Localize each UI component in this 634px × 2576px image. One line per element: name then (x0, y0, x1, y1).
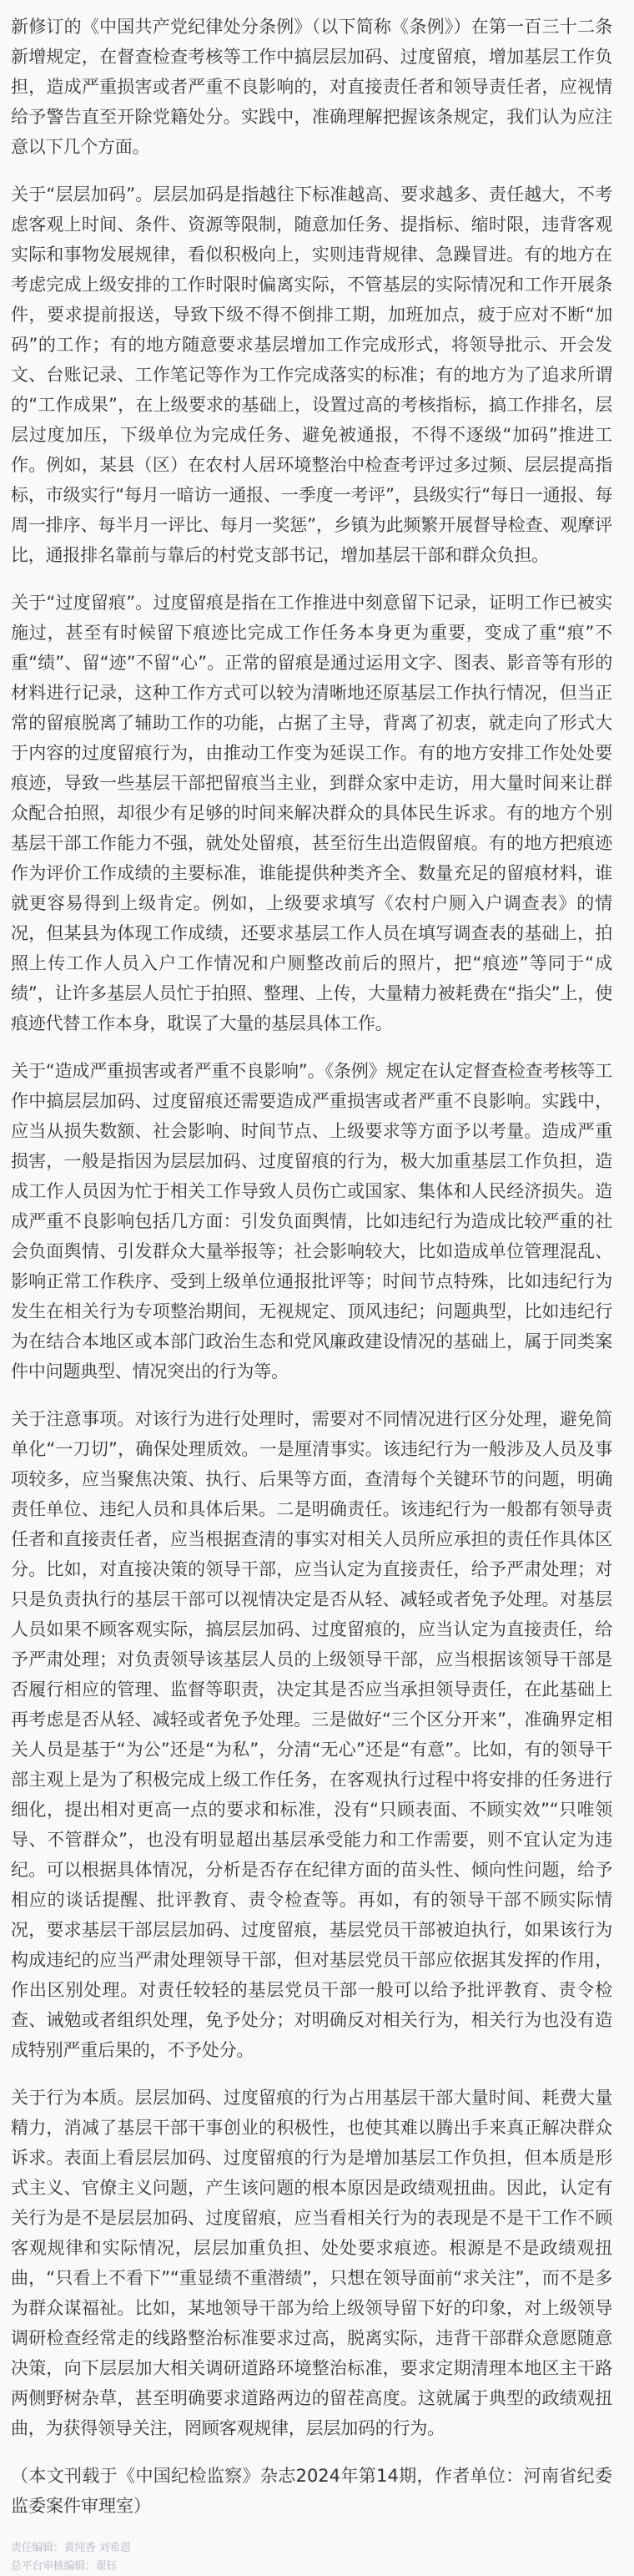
responsible-editor: 责任编辑：黄纯香 刘希恩 (11, 2542, 131, 2554)
paragraph-precautions: 关于注意事项。对该行为进行处理时，需要对不同情况进行区分处理，避免简单化“一刀切”，确保处理质效。一是厘清事实。该违纪行为一般涉及人员及事项较多，应当聚焦决策、执行、后果等方面，查清每个关键环节的问题，明确责任单位、违纪人员和具体后果。二是明确责任。该违纪行为一般都有领导责任者和直接责任者，应当根据查清的事实对相关人员所应承担的责任作具体区分。比如，对直接决策的领导干部，应当认定为直接责任，给予严肃处理；对只是负责执行的基层干部可以视情决定是否从轻、减轻或者免予处理。对基层人员如果不顾客观实际，搞层层加码、过度留痕的，应当认定为直接责任，给予严肃处理；对负责领导该基层人员的上级领导干部，应当根据该领导干部是否履行相应的管理、监督等职责，决定其是否应当承担领导责任，在此基础上再考虑是否从轻、减轻或者免予处理。三是做好“三个区分开来”，准确界定相关人员是基于“为公”还是“为私”，分清“无心”还是“有意”。比如，有的领导干部主观上是为了积极完成上级工作任务，在客观执行过程中将安排的任务进行细化，提出相对更高一点的要求和标准，没有“只顾表面、不顾实效”“只唯领导、不管群众”，也没有明显超出基层承受能力和工作需要，则不宜认定为违纪。可以根据具体情况，分析是否存在纪律方面的苗头性、倾向性问题，给予相应的谈话提醒、批评教育、责令检查等。再如，有的领导干部不顾实际情况，要求基层干部层层加码、过度留痕，基层党员干部被迫执行，如果该行为构成违纪的应当严肃处理领导干部，但对基层党员干部应依据其发挥的作用，作出区别处理。对责任较轻的基层党员干部一般可以给予批评教育、责令检查、诫勉或者组织处理，免予处分；对明确反对相关行为，相关行为也没有造成特别严重后果的，不予处分。 (11, 1409, 612, 2060)
platform-reviewer: 总平台审核编辑：翟钰 (11, 2560, 118, 2573)
paragraph-nature-of-behavior: 关于行为本质。层层加码、过度留痕的行为占用基层干部大量时间、耗费大量精力，消减了基层干部干事创业的积极性，也使其难以腾出手来真正解决群众诉求。表面上看层层加码、过度留痕的行为是增加基层工作负担，但本质是形式主义、官僚主义问题，产生该问题的根本原因是政绩观扭曲。因此，认定有关行为是不是层层加码、过度留痕，应当看相关行为的表现是不是干工作不顾客观规律和实际情况，层层加重负担、处处要求痕迹。根源是不是政绩观扭曲，“只看上不看下”“重显绩不重潜绩”，只想在领导面前“求关注”，而不是多为群众谋福祉。比如，某地领导干部为给上级领导留下好的印象，对上级领导调研检查经常走的线路整治标准要求过高，脱离实际，违背干部群众意愿随意决策，向下层层加大相关调研道路环境整治标准，要求定期清理本地区主干路两侧野树杂草，甚至明确要求道路两边的留茬高度。这就属于典型的政绩观扭曲，为获得领导关注，罔顾客观规律，层层加码的行为。 (11, 2088, 612, 2438)
paragraph-intro: 新修订的《中国共产党纪律处分条例》（以下简称《条例》）在第一百三十二条新增规定，在督查检查考核等工作中搞层层加码、过度留痕，增加基层工作负担，造成严重损害或者严重不良影响的，对直接责任者和领导责任者，应视情给予警告直至开除党籍处分。实践中，准确理解把握该条规定，我们认为应注意以下几个方面。 (11, 17, 612, 157)
source-note: （本文刊载于《中国纪检监察》杂志2024年第14期，作者单位：河南省纪委监委案件审理室） (11, 2466, 612, 2516)
paragraph-serious-damage: 关于“造成严重损害或者严重不良影响”。《条例》规定在认定督查检查考核等工作中搞层层加码、过度留痕还需要造成严重损害或者严重不良影响。实践中，应当从损失数额、社会影响、时间节点、上级要求等方面予以考量。造成严重损害，一般是指因为层层加码、过度留痕的行为，极大加重基层工作负担，造成工作人员因为忙于相关工作导致人员伤亡或国家、集体和人民经济损失。造成严重不良影响包括几方面：引发负面舆情，比如违纪行为造成比较严重的社会负面舆情、引发群众大量举报等；社会影响较大，比如造成单位管理混乱、影响正常工作秩序、受到上级单位通报批评等；时间节点特殊，比如违纪行为发生在相关行为专项整治期间，无视规定、顶风违纪；问题典型，比如违纪行为在结合本地区或本部门政治生态和党风廉政建设情况的基础上，属于同类案件中问题典型、情况突出的行为等。 (11, 1061, 612, 1381)
paragraph-layered-increments: 关于“层层加码”。层层加码是指越往下标准越高、要求越多、责任越大，不考虑客观上时间、条件、资源等限制，随意加任务、提指标、缩时限，违背客观实际和事物发展规律，看似积极向上，实则违背规律、急躁冒进。有的地方在考虑完成上级安排的工作时限时偏离实际，不管基层的实际情况和工作开展条件，要求提前报送，导致下级不得不倒排工期，加班加点，疲于应对不断“加码”的工作；有的地方随意要求基层增加工作完成形式，将领导批示、开会发文、台账记录、工作笔记等作为工作完成落实的标准；有的地方为了追求所谓的“工作成果”，在上级要求的基础上，设置过高的考核指标，搞工作排名，层层过度加压，下级单位为完成任务、避免被通报，不得不逐级“加码”推进工作。例如，某县（区）在农村人居环境整治中检查考评过多过频、层层提高指标，市级实行“每月一暗访一通报、一季度一考评”，县级实行“每日一通报、每周一排序、每半月一评比、每月一奖惩”，乡镇为此频繁开展督导检查、观摩评比，通报排名靠前与靠后的村党支部书记，增加基层干部和群众负担。 (11, 184, 612, 565)
paragraph-excessive-traces: 关于“过度留痕”。过度留痕是指在工作推进中刻意留下记录，证明工作已被实施过，甚至有时候留下痕迹比完成工作任务本身更为重要，变成了重“痕”不重“绩”、留“迹”不留“心”。正常的留痕是通过运用文字、图表、影音等有形的材料进行记录，这种工作方式可以较为清晰地还原基层工作执行情况，但当正常的留痕脱离了辅助工作的功能，占据了主导，背离了初衷，就走向了形式大于内容的过度留痕行为，由推动工作变为延误工作。有的地方安排工作处处要痕迹，导致一些基层干部把留痕当主业，到群众家中走访，用大量时间来让群众配合拍照，却很少有足够的时间来解决群众的具体民生诉求。有的地方个别基层干部工作能力不强，就处处留痕，甚至衍生出造假留痕。有的地方把痕迹作为评价工作成绩的主要标准，谁能提供种类齐全、数量充足的留痕材料，谁就更容易得到上级肯定。例如，上级要求填写《农村户厕入户调查表》的情况，但某县为体现工作成绩，还要求基层工作人员在填写调查表的基础上，拍照上传工作人员入户工作情况和户厕整改前后的照片，把“痕迹”等同于“成绩”，让许多基层人员忙于拍照、整理、上传，大量精力被耗费在“指尖”上，使痕迹代替工作本身，耽误了大量的基层具体工作。 (11, 593, 612, 1033)
editor-credits (11, 2539, 612, 2576)
